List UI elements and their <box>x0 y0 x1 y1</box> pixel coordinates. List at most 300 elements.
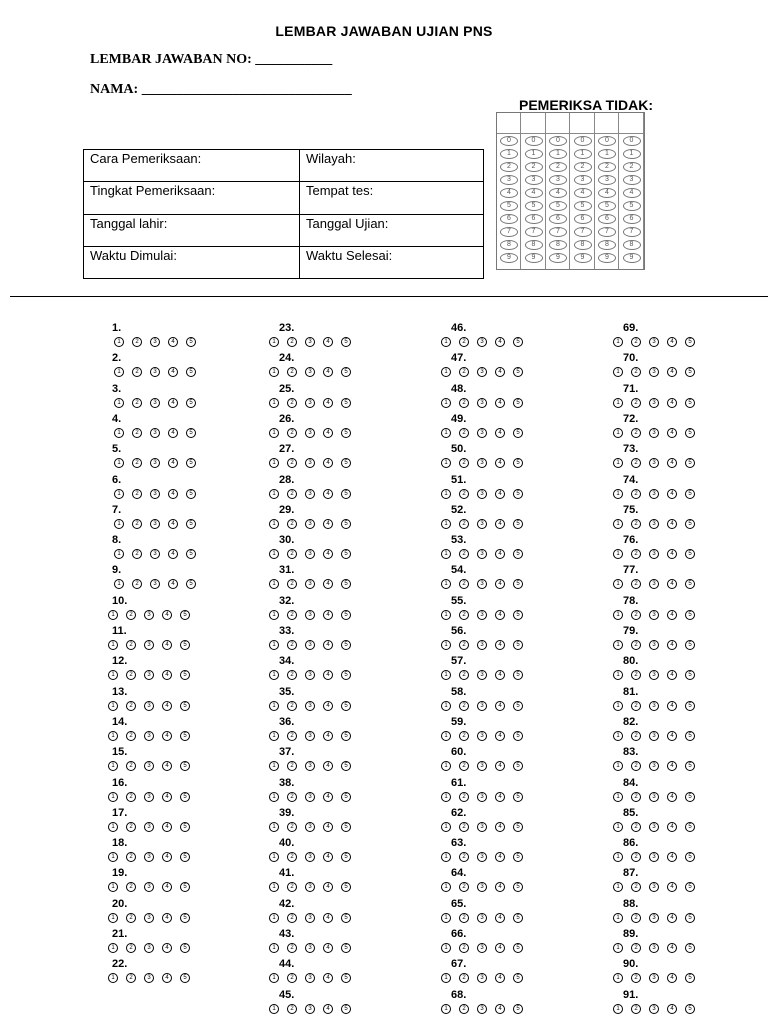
answer-option-bubble[interactable]: 2 <box>631 701 641 711</box>
answer-option-bubble[interactable]: 3 <box>649 913 659 923</box>
answer-option-bubble[interactable]: 3 <box>477 943 487 953</box>
answer-option-bubble[interactable]: 2 <box>631 852 641 862</box>
answer-option-bubble[interactable]: 5 <box>685 610 695 620</box>
answer-option-bubble[interactable]: 1 <box>441 761 451 771</box>
answer-option-bubble[interactable]: 1 <box>441 337 451 347</box>
digit-bubble[interactable]: 6 <box>525 214 543 224</box>
answer-option-bubble[interactable]: 4 <box>667 882 677 892</box>
answer-option-bubble[interactable]: 4 <box>495 549 505 559</box>
answer-option-bubble[interactable]: 2 <box>132 337 142 347</box>
answer-option-bubble[interactable]: 1 <box>441 640 451 650</box>
answer-option-bubble[interactable]: 5 <box>513 337 523 347</box>
digit-bubble[interactable]: 4 <box>598 188 616 198</box>
answer-option-bubble[interactable]: 1 <box>269 337 279 347</box>
answer-option-bubble[interactable]: 2 <box>132 458 142 468</box>
answer-option-bubble[interactable]: 2 <box>132 549 142 559</box>
answer-option-bubble[interactable]: 4 <box>162 882 172 892</box>
answer-option-bubble[interactable]: 4 <box>168 337 178 347</box>
answer-option-bubble[interactable]: 1 <box>441 731 451 741</box>
answer-option-bubble[interactable]: 2 <box>459 882 469 892</box>
answer-option-bubble[interactable]: 3 <box>649 670 659 680</box>
answer-option-bubble[interactable]: 2 <box>287 882 297 892</box>
answer-option-bubble[interactable]: 3 <box>477 337 487 347</box>
answer-option-bubble[interactable]: 4 <box>667 792 677 802</box>
digit-bubble[interactable]: 6 <box>598 214 616 224</box>
answer-option-bubble[interactable]: 3 <box>649 882 659 892</box>
answer-option-bubble[interactable]: 5 <box>186 428 196 438</box>
answer-option-bubble[interactable]: 5 <box>685 822 695 832</box>
answer-option-bubble[interactable]: 1 <box>114 428 124 438</box>
answer-option-bubble[interactable]: 5 <box>513 913 523 923</box>
digit-bubble[interactable]: 7 <box>549 227 567 237</box>
answer-option-bubble[interactable]: 1 <box>441 519 451 529</box>
answer-option-bubble[interactable]: 3 <box>305 367 315 377</box>
answer-option-bubble[interactable]: 1 <box>613 852 623 862</box>
digit-bubble[interactable]: 3 <box>574 175 592 185</box>
answer-option-bubble[interactable]: 2 <box>459 943 469 953</box>
answer-option-bubble[interactable]: 4 <box>323 852 333 862</box>
answer-option-bubble[interactable]: 4 <box>667 489 677 499</box>
answer-option-bubble[interactable]: 3 <box>477 489 487 499</box>
answer-option-bubble[interactable]: 1 <box>441 701 451 711</box>
answer-option-bubble[interactable]: 4 <box>495 428 505 438</box>
answer-option-bubble[interactable]: 1 <box>441 489 451 499</box>
answer-option-bubble[interactable]: 3 <box>649 489 659 499</box>
answer-option-bubble[interactable]: 2 <box>126 792 136 802</box>
answer-option-bubble[interactable]: 4 <box>667 670 677 680</box>
answer-option-bubble[interactable]: 3 <box>649 973 659 983</box>
answer-option-bubble[interactable]: 1 <box>269 640 279 650</box>
digit-bubble[interactable]: 7 <box>574 227 592 237</box>
answer-option-bubble[interactable]: 1 <box>269 731 279 741</box>
answer-option-bubble[interactable]: 3 <box>477 882 487 892</box>
info-cell[interactable]: Tempat tes: <box>300 182 484 214</box>
answer-option-bubble[interactable]: 2 <box>287 913 297 923</box>
answer-option-bubble[interactable]: 3 <box>150 428 160 438</box>
answer-option-bubble[interactable]: 3 <box>649 943 659 953</box>
answer-option-bubble[interactable]: 1 <box>108 670 118 680</box>
answer-option-bubble[interactable]: 3 <box>150 337 160 347</box>
answer-option-bubble[interactable]: 3 <box>150 398 160 408</box>
info-cell[interactable]: Tanggal lahir: <box>84 214 300 246</box>
answer-option-bubble[interactable]: 4 <box>495 458 505 468</box>
answer-option-bubble[interactable]: 1 <box>269 761 279 771</box>
answer-option-bubble[interactable]: 1 <box>441 973 451 983</box>
answer-option-bubble[interactable]: 3 <box>649 761 659 771</box>
answer-option-bubble[interactable]: 2 <box>287 610 297 620</box>
answer-option-bubble[interactable]: 2 <box>631 640 641 650</box>
answer-option-bubble[interactable]: 5 <box>513 670 523 680</box>
digit-bubble[interactable]: 9 <box>598 253 616 263</box>
answer-option-bubble[interactable]: 2 <box>126 761 136 771</box>
answer-option-bubble[interactable]: 4 <box>667 519 677 529</box>
answer-option-bubble[interactable]: 3 <box>144 610 154 620</box>
answer-option-bubble[interactable]: 4 <box>323 882 333 892</box>
answer-option-bubble[interactable]: 1 <box>269 549 279 559</box>
answer-option-bubble[interactable]: 4 <box>495 913 505 923</box>
answer-option-bubble[interactable]: 4 <box>323 640 333 650</box>
answer-option-bubble[interactable]: 1 <box>108 822 118 832</box>
answer-option-bubble[interactable]: 4 <box>168 519 178 529</box>
answer-option-bubble[interactable]: 4 <box>168 398 178 408</box>
answer-option-bubble[interactable]: 2 <box>287 489 297 499</box>
answer-option-bubble[interactable]: 4 <box>323 973 333 983</box>
answer-option-bubble[interactable]: 2 <box>126 670 136 680</box>
answer-option-bubble[interactable]: 2 <box>287 549 297 559</box>
answer-option-bubble[interactable]: 3 <box>305 913 315 923</box>
answer-option-bubble[interactable]: 1 <box>269 428 279 438</box>
answer-option-bubble[interactable]: 3 <box>305 489 315 499</box>
answer-option-bubble[interactable]: 5 <box>685 792 695 802</box>
answer-option-bubble[interactable]: 3 <box>649 610 659 620</box>
answer-option-bubble[interactable]: 4 <box>168 489 178 499</box>
answer-option-bubble[interactable]: 1 <box>269 367 279 377</box>
answer-option-bubble[interactable]: 5 <box>341 852 351 862</box>
digit-bubble[interactable]: 3 <box>525 175 543 185</box>
answer-option-bubble[interactable]: 5 <box>180 640 190 650</box>
answer-option-bubble[interactable]: 2 <box>459 337 469 347</box>
answer-option-bubble[interactable]: 3 <box>150 519 160 529</box>
answer-option-bubble[interactable]: 5 <box>513 792 523 802</box>
answer-option-bubble[interactable]: 2 <box>631 489 641 499</box>
answer-option-bubble[interactable]: 5 <box>685 398 695 408</box>
answer-option-bubble[interactable]: 5 <box>341 367 351 377</box>
answer-option-bubble[interactable]: 4 <box>495 398 505 408</box>
answer-option-bubble[interactable]: 4 <box>667 579 677 589</box>
digit-bubble[interactable]: 7 <box>623 227 641 237</box>
answer-option-bubble[interactable]: 1 <box>108 913 118 923</box>
answer-option-bubble[interactable]: 4 <box>667 852 677 862</box>
answer-option-bubble[interactable]: 2 <box>126 701 136 711</box>
answer-option-bubble[interactable]: 2 <box>631 398 641 408</box>
answer-option-bubble[interactable]: 1 <box>441 367 451 377</box>
answer-option-bubble[interactable]: 2 <box>287 398 297 408</box>
answer-option-bubble[interactable]: 1 <box>269 701 279 711</box>
answer-option-bubble[interactable]: 3 <box>144 670 154 680</box>
answer-option-bubble[interactable]: 1 <box>269 519 279 529</box>
answer-option-bubble[interactable]: 5 <box>513 549 523 559</box>
answer-option-bubble[interactable]: 4 <box>495 792 505 802</box>
digit-bubble[interactable]: 7 <box>598 227 616 237</box>
answer-option-bubble[interactable]: 1 <box>269 943 279 953</box>
answer-option-bubble[interactable]: 1 <box>269 489 279 499</box>
answer-option-bubble[interactable]: 4 <box>495 610 505 620</box>
digit-bubble[interactable]: 1 <box>574 149 592 159</box>
digit-bubble[interactable]: 0 <box>500 136 518 146</box>
answer-option-bubble[interactable]: 4 <box>323 549 333 559</box>
answer-option-bubble[interactable]: 2 <box>631 913 641 923</box>
answer-option-bubble[interactable]: 5 <box>513 701 523 711</box>
answer-option-bubble[interactable]: 5 <box>513 458 523 468</box>
answer-option-bubble[interactable]: 1 <box>441 428 451 438</box>
answer-option-bubble[interactable]: 4 <box>667 943 677 953</box>
answer-option-bubble[interactable]: 4 <box>323 761 333 771</box>
answer-option-bubble[interactable]: 3 <box>649 701 659 711</box>
answer-option-bubble[interactable]: 5 <box>341 913 351 923</box>
answer-option-bubble[interactable]: 1 <box>108 701 118 711</box>
answer-option-bubble[interactable]: 5 <box>341 731 351 741</box>
answer-option-bubble[interactable]: 4 <box>667 367 677 377</box>
answer-option-bubble[interactable]: 4 <box>495 761 505 771</box>
answer-option-bubble[interactable]: 3 <box>305 882 315 892</box>
answer-option-bubble[interactable]: 5 <box>685 852 695 862</box>
answer-option-bubble[interactable]: 1 <box>613 428 623 438</box>
answer-option-bubble[interactable]: 5 <box>513 428 523 438</box>
answer-option-bubble[interactable]: 4 <box>323 731 333 741</box>
answer-option-bubble[interactable]: 3 <box>144 822 154 832</box>
digit-bubble[interactable]: 3 <box>549 175 567 185</box>
answer-option-bubble[interactable]: 2 <box>631 337 641 347</box>
answer-option-bubble[interactable]: 2 <box>631 670 641 680</box>
answer-option-bubble[interactable]: 3 <box>477 519 487 529</box>
digit-bubble[interactable]: 1 <box>549 149 567 159</box>
answer-option-bubble[interactable]: 4 <box>667 398 677 408</box>
answer-option-bubble[interactable]: 4 <box>162 670 172 680</box>
answer-option-bubble[interactable]: 3 <box>477 822 487 832</box>
digit-bubble[interactable]: 8 <box>623 240 641 250</box>
answer-option-bubble[interactable]: 1 <box>441 792 451 802</box>
answer-option-bubble[interactable]: 4 <box>495 519 505 529</box>
answer-option-bubble[interactable]: 3 <box>305 428 315 438</box>
answer-option-bubble[interactable]: 4 <box>495 701 505 711</box>
answer-option-bubble[interactable]: 1 <box>613 398 623 408</box>
answer-option-bubble[interactable]: 3 <box>477 792 487 802</box>
answer-option-bubble[interactable]: 3 <box>144 943 154 953</box>
answer-option-bubble[interactable]: 1 <box>613 973 623 983</box>
answer-option-bubble[interactable]: 3 <box>649 792 659 802</box>
answer-option-bubble[interactable]: 3 <box>305 398 315 408</box>
answer-option-bubble[interactable]: 5 <box>341 1004 351 1014</box>
digit-bubble[interactable]: 9 <box>574 253 592 263</box>
digit-bubble[interactable]: 1 <box>525 149 543 159</box>
answer-option-bubble[interactable]: 2 <box>631 973 641 983</box>
answer-option-bubble[interactable]: 2 <box>631 367 641 377</box>
digit-bubble[interactable]: 1 <box>623 149 641 159</box>
answer-option-bubble[interactable]: 1 <box>613 640 623 650</box>
answer-option-bubble[interactable]: 5 <box>685 640 695 650</box>
answer-option-bubble[interactable]: 4 <box>667 458 677 468</box>
answer-option-bubble[interactable]: 5 <box>513 822 523 832</box>
answer-option-bubble[interactable]: 2 <box>459 973 469 983</box>
answer-option-bubble[interactable]: 1 <box>108 640 118 650</box>
answer-option-bubble[interactable]: 1 <box>613 610 623 620</box>
answer-option-bubble[interactable]: 5 <box>180 701 190 711</box>
answer-option-bubble[interactable]: 4 <box>323 519 333 529</box>
answer-option-bubble[interactable]: 3 <box>305 640 315 650</box>
answer-option-bubble[interactable]: 3 <box>150 367 160 377</box>
answer-option-bubble[interactable]: 4 <box>323 943 333 953</box>
answer-option-bubble[interactable]: 5 <box>180 943 190 953</box>
answer-option-bubble[interactable]: 3 <box>144 913 154 923</box>
answer-option-bubble[interactable]: 5 <box>180 852 190 862</box>
answer-option-bubble[interactable]: 1 <box>269 579 279 589</box>
answer-option-bubble[interactable]: 2 <box>132 579 142 589</box>
digit-bubble[interactable]: 8 <box>598 240 616 250</box>
answer-option-bubble[interactable]: 2 <box>287 640 297 650</box>
info-cell[interactable]: Tanggal Ujian: <box>300 214 484 246</box>
answer-option-bubble[interactable]: 4 <box>667 913 677 923</box>
answer-option-bubble[interactable]: 3 <box>649 428 659 438</box>
answer-option-bubble[interactable]: 2 <box>631 458 641 468</box>
answer-option-bubble[interactable]: 5 <box>341 489 351 499</box>
answer-option-bubble[interactable]: 5 <box>685 731 695 741</box>
answer-option-bubble[interactable]: 3 <box>150 458 160 468</box>
answer-option-bubble[interactable]: 4 <box>495 367 505 377</box>
answer-option-bubble[interactable]: 5 <box>513 640 523 650</box>
answer-option-bubble[interactable]: 3 <box>305 792 315 802</box>
answer-option-bubble[interactable]: 5 <box>341 579 351 589</box>
answer-option-bubble[interactable]: 1 <box>613 761 623 771</box>
answer-option-bubble[interactable]: 5 <box>180 973 190 983</box>
digit-bubble[interactable]: 0 <box>549 136 567 146</box>
answer-option-bubble[interactable]: 3 <box>649 549 659 559</box>
answer-option-bubble[interactable]: 2 <box>287 973 297 983</box>
answer-option-bubble[interactable]: 1 <box>108 852 118 862</box>
answer-option-bubble[interactable]: 2 <box>287 670 297 680</box>
answer-option-bubble[interactable]: 5 <box>513 610 523 620</box>
answer-option-bubble[interactable]: 5 <box>341 792 351 802</box>
answer-option-bubble[interactable]: 1 <box>114 489 124 499</box>
info-cell[interactable]: Wilayah: <box>300 150 484 182</box>
answer-option-bubble[interactable]: 4 <box>667 701 677 711</box>
answer-option-bubble[interactable]: 3 <box>305 549 315 559</box>
answer-option-bubble[interactable]: 2 <box>459 731 469 741</box>
answer-option-bubble[interactable]: 2 <box>287 367 297 377</box>
answer-option-bubble[interactable]: 2 <box>459 792 469 802</box>
answer-option-bubble[interactable]: 3 <box>649 579 659 589</box>
answer-option-bubble[interactable]: 2 <box>126 943 136 953</box>
answer-option-bubble[interactable]: 5 <box>186 367 196 377</box>
answer-option-bubble[interactable]: 2 <box>126 640 136 650</box>
answer-option-bubble[interactable]: 4 <box>168 458 178 468</box>
answer-option-bubble[interactable]: 2 <box>631 549 641 559</box>
digit-bubble[interactable]: 3 <box>500 175 518 185</box>
answer-option-bubble[interactable]: 3 <box>477 761 487 771</box>
answer-option-bubble[interactable]: 2 <box>132 519 142 529</box>
answer-option-bubble[interactable]: 1 <box>114 579 124 589</box>
answer-option-bubble[interactable]: 4 <box>323 398 333 408</box>
info-cell[interactable]: Waktu Selesai: <box>300 246 484 278</box>
answer-option-bubble[interactable]: 3 <box>305 610 315 620</box>
answer-option-bubble[interactable]: 3 <box>477 458 487 468</box>
answer-option-bubble[interactable]: 4 <box>495 337 505 347</box>
answer-option-bubble[interactable]: 2 <box>631 1004 641 1014</box>
digit-bubble[interactable]: 9 <box>500 253 518 263</box>
answer-option-bubble[interactable]: 2 <box>459 367 469 377</box>
answer-option-bubble[interactable]: 5 <box>180 670 190 680</box>
answer-option-bubble[interactable]: 3 <box>477 1004 487 1014</box>
answer-option-bubble[interactable]: 4 <box>495 822 505 832</box>
answer-option-bubble[interactable]: 1 <box>441 943 451 953</box>
answer-option-bubble[interactable]: 5 <box>186 489 196 499</box>
answer-option-bubble[interactable]: 2 <box>459 398 469 408</box>
digit-bubble[interactable]: 8 <box>525 240 543 250</box>
answer-option-bubble[interactable]: 5 <box>180 761 190 771</box>
answer-option-bubble[interactable]: 4 <box>162 761 172 771</box>
answer-option-bubble[interactable]: 5 <box>186 337 196 347</box>
answer-option-bubble[interactable]: 4 <box>667 610 677 620</box>
answer-option-bubble[interactable]: 1 <box>441 882 451 892</box>
answer-option-bubble[interactable]: 5 <box>685 458 695 468</box>
answer-option-bubble[interactable]: 4 <box>495 579 505 589</box>
answer-option-bubble[interactable]: 4 <box>162 731 172 741</box>
answer-option-bubble[interactable]: 2 <box>287 731 297 741</box>
answer-option-bubble[interactable]: 2 <box>287 428 297 438</box>
digit-bubble[interactable]: 0 <box>574 136 592 146</box>
answer-option-bubble[interactable]: 1 <box>613 337 623 347</box>
answer-option-bubble[interactable]: 1 <box>441 852 451 862</box>
answer-option-bubble[interactable]: 5 <box>513 731 523 741</box>
answer-option-bubble[interactable]: 4 <box>323 428 333 438</box>
digit-bubble[interactable]: 7 <box>525 227 543 237</box>
answer-option-bubble[interactable]: 2 <box>287 519 297 529</box>
answer-option-bubble[interactable]: 4 <box>323 489 333 499</box>
answer-option-bubble[interactable]: 2 <box>459 610 469 620</box>
answer-option-bubble[interactable]: 3 <box>477 579 487 589</box>
answer-option-bubble[interactable]: 1 <box>114 549 124 559</box>
digit-bubble[interactable]: 8 <box>574 240 592 250</box>
answer-option-bubble[interactable]: 3 <box>144 731 154 741</box>
answer-option-bubble[interactable]: 1 <box>269 458 279 468</box>
digit-bubble[interactable]: 9 <box>525 253 543 263</box>
answer-option-bubble[interactable]: 2 <box>287 852 297 862</box>
answer-option-bubble[interactable]: 3 <box>477 913 487 923</box>
digit-bubble[interactable]: 0 <box>623 136 641 146</box>
answer-option-bubble[interactable]: 3 <box>305 822 315 832</box>
answer-option-bubble[interactable]: 5 <box>186 398 196 408</box>
answer-option-bubble[interactable]: 4 <box>667 640 677 650</box>
answer-option-bubble[interactable]: 2 <box>287 761 297 771</box>
answer-option-bubble[interactable]: 1 <box>114 398 124 408</box>
answer-option-bubble[interactable]: 4 <box>323 579 333 589</box>
answer-option-bubble[interactable]: 2 <box>126 973 136 983</box>
answer-option-bubble[interactable]: 3 <box>144 882 154 892</box>
answer-option-bubble[interactable]: 1 <box>108 973 118 983</box>
answer-option-bubble[interactable]: 2 <box>459 428 469 438</box>
digit-bubble[interactable]: 8 <box>500 240 518 250</box>
answer-option-bubble[interactable]: 1 <box>269 610 279 620</box>
answer-option-bubble[interactable]: 5 <box>341 973 351 983</box>
answer-option-bubble[interactable]: 3 <box>150 549 160 559</box>
answer-option-bubble[interactable]: 4 <box>162 913 172 923</box>
digit-bubble[interactable]: 5 <box>525 201 543 211</box>
answer-option-bubble[interactable]: 5 <box>685 367 695 377</box>
answer-option-bubble[interactable]: 5 <box>180 882 190 892</box>
answer-option-bubble[interactable]: 1 <box>613 519 623 529</box>
answer-option-bubble[interactable]: 1 <box>114 367 124 377</box>
answer-option-bubble[interactable]: 1 <box>613 913 623 923</box>
answer-option-bubble[interactable]: 2 <box>287 1004 297 1014</box>
answer-option-bubble[interactable]: 1 <box>114 458 124 468</box>
answer-option-bubble[interactable]: 5 <box>186 519 196 529</box>
digit-bubble[interactable]: 4 <box>574 188 592 198</box>
answer-option-bubble[interactable]: 5 <box>513 1004 523 1014</box>
answer-option-bubble[interactable]: 2 <box>126 913 136 923</box>
answer-option-bubble[interactable]: 1 <box>108 761 118 771</box>
answer-option-bubble[interactable]: 4 <box>162 640 172 650</box>
answer-option-bubble[interactable]: 5 <box>341 549 351 559</box>
info-cell[interactable]: Cara Pemeriksaan: <box>84 150 300 182</box>
answer-option-bubble[interactable]: 3 <box>649 852 659 862</box>
answer-option-bubble[interactable]: 2 <box>287 943 297 953</box>
answer-option-bubble[interactable]: 5 <box>341 337 351 347</box>
answer-option-bubble[interactable]: 5 <box>341 761 351 771</box>
digit-bubble[interactable]: 5 <box>623 201 641 211</box>
answer-option-bubble[interactable]: 1 <box>108 943 118 953</box>
answer-option-bubble[interactable]: 4 <box>667 731 677 741</box>
answer-option-bubble[interactable]: 4 <box>162 943 172 953</box>
answer-option-bubble[interactable]: 3 <box>477 701 487 711</box>
